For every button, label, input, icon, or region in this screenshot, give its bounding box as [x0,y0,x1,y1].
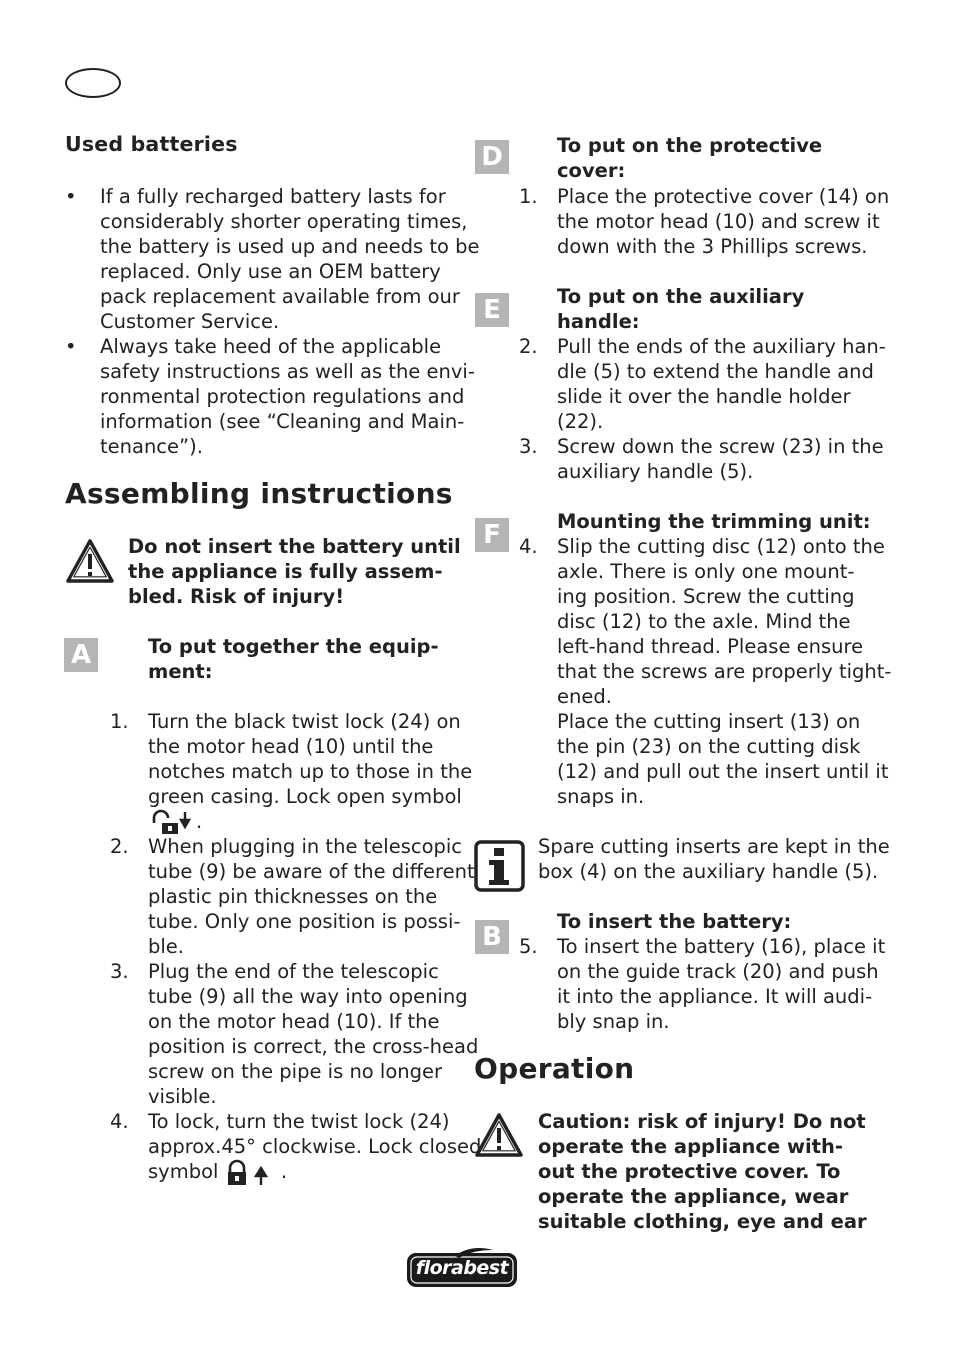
figure-ref-e: E [475,293,509,327]
subheading-protective-cover: To put on the protective cover: [557,134,823,182]
list-item: 5. To insert the battery (16), place it on the guide track (20) and push it into the appliance. It will audi- bly snap in. [519,935,886,1033]
subheading-assemble-equipment: To put together the equip- ment: [148,635,439,683]
auxiliary-handle-steps [519,334,886,484]
figure-ref-b: B [475,920,509,954]
lock-open-icon [148,811,196,835]
figure-ref-a: A [64,638,98,672]
florabest-logo: florabest [407,1248,517,1288]
operation-heading: Operation [474,1052,635,1085]
subheading-trimming-unit: Mounting the trimming unit: [557,510,871,533]
bullet-glyph: • [65,335,77,358]
info-icon [474,840,525,892]
list-item: 2. When plugging in the telescopic tube (9) be aware of the different plastic pin thicknesses on the tube. Only one position is possi- ble. [110,835,475,958]
list-item: 3. Screw down the screw (23) in the auxiliary handle (5). [519,435,884,483]
list-item: 1. Turn the black twist lock (24) on the motor head (10) until the notches match up to those in the green casing. Lock open symbol . [110,710,473,833]
list-item: • If a fully recharged battery lasts for considerably shorter operating times, the battery is used up and needs to be replaced. Only use an OEM battery pack replacement available from our Customer Service. [65,185,480,333]
assembling-heading: Assembling instructions [65,477,453,510]
subheading-auxiliary-handle: To put on the auxiliary handle: [557,285,805,333]
figure-ref-d: D [475,140,509,174]
subheading-insert-battery: To insert the battery: [557,910,792,933]
list-item: 3. Plug the end of the telescopic tube (9) all the way into opening on the motor head (10). If the position is correct, the cross-head screw on the pipe is no longer visible. [110,960,479,1108]
language-indicator [65,68,121,98]
operation-warning: Caution: risk of injury! Do not operate the appliance with- out the protective cover. To operate the appliance, wear suitable clothing, eye and ear [538,1110,867,1233]
list-item: 4. Slip the cutting disc (12) onto the axle. There is only one mount- ing position. Screw the cutting disc (12) to the axle. Mind the left-hand thread. Please ensure that the screws are properly tight- ened. Place the cutting insert (13) on the pin (23) on the cutting disk (12) and pull out the insert until it snaps in. [519,535,892,808]
list-item: 4. To lock, turn the twist lock (24) approx.45° clockwise. Lock closed symbol . [110,1109,455,1186]
lock-closed-icon [225,1160,275,1186]
list-item: 2. Pull the ends of the auxiliary han- dle (5) to extend the handle and slide it over the handle holder (22). [519,335,886,433]
assembly-steps [110,709,482,1186]
assembling-warning: Do not insert the battery until the appliance is fully assem- bled. Risk of injury! [128,535,461,608]
bullet-glyph: • [65,185,77,208]
figure-ref-f: F [475,518,509,552]
used-batteries-heading: Used batteries [65,132,238,156]
used-batteries-list [65,184,480,459]
info-note: Spare cutting inserts are kept in the box (4) on the auxiliary handle (5). [538,835,890,883]
list-item: • Always take heed of the applicable safety instructions as well as the envi- ronmental protection regulations and information (see “Cleaning and Main- tenance”). [65,335,475,458]
warning-triangle-icon [474,1112,524,1158]
warning-triangle-icon [65,538,115,584]
list-item: 1. Place the protective cover (14) on the motor head (10) and screw it down with the 3 Phillips screws. [519,185,890,258]
